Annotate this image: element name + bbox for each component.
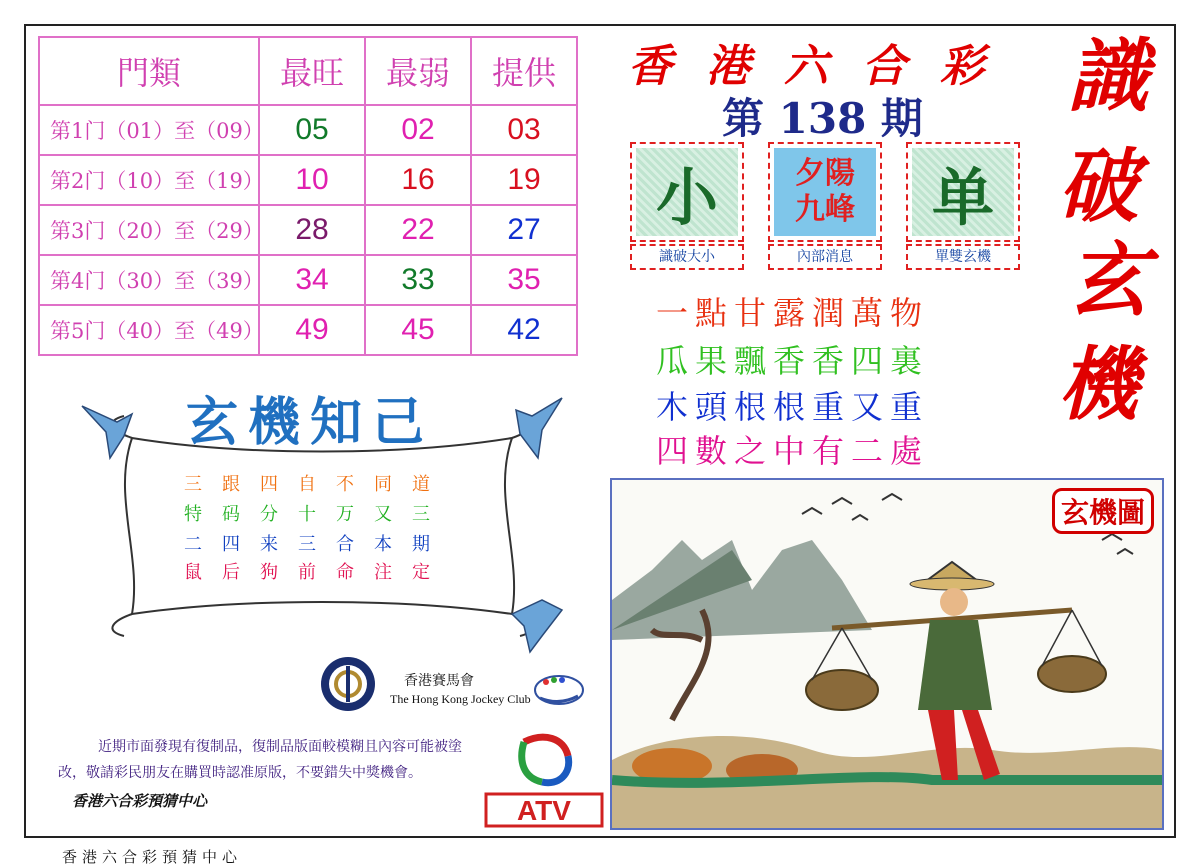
table-row xyxy=(39,105,577,155)
poem-line: 瓜果飄香香四裏 xyxy=(656,342,930,380)
cell-weakest: 22 xyxy=(365,205,471,255)
cell-provided: 42 xyxy=(471,305,577,355)
hint-box-news xyxy=(768,142,882,242)
table-row xyxy=(39,255,577,305)
row-label: 第2门（10）至（19） xyxy=(39,155,259,205)
cell-weakest: 33 xyxy=(365,255,471,305)
row-label: 第5门（40）至（49） xyxy=(39,305,259,355)
hkjc-logo xyxy=(318,654,378,714)
table-header-weakest: 最弱 xyxy=(365,37,471,105)
table-row xyxy=(39,155,577,205)
footer-text: 香港六合彩預猜中心 xyxy=(62,848,243,866)
cell-hottest: 28 xyxy=(259,205,365,255)
scroll-title: 玄機知己 xyxy=(186,392,435,453)
hint-caption: 識破大小 xyxy=(630,244,744,270)
table-header-provided: 提供 xyxy=(471,37,577,105)
notice-text: 近期市面發現有復制品，復制品版面較模糊且內容可能被塗改，敬請彩民朋友在購買時認准原版，不要錯失中獎機會。 xyxy=(58,739,462,781)
scene-illustration xyxy=(610,478,1164,830)
scroll-line: 鼠后狗前命注定 xyxy=(184,562,450,583)
mark-six-logo xyxy=(532,672,586,708)
hint-box-parity xyxy=(906,142,1020,242)
hint-box-content: 夕陽 九峰 xyxy=(774,148,876,236)
poem-line: 木頭根根重又重 xyxy=(656,388,930,426)
cell-weakest: 45 xyxy=(365,305,471,355)
bird-icon xyxy=(512,600,562,652)
bird-icon xyxy=(516,398,562,458)
hkjc-name-en: The Hong Kong Jockey Club xyxy=(390,692,531,706)
row-label: 第1门（01）至（09） xyxy=(39,105,259,155)
table-row xyxy=(39,205,577,255)
scroll-line: 二四来三合本期 xyxy=(184,534,450,555)
atv-text: ATV xyxy=(517,795,571,826)
hint-box-size xyxy=(630,142,744,242)
cell-hottest: 49 xyxy=(259,305,365,355)
table-header-row xyxy=(39,37,577,105)
side-title-char: 破 xyxy=(1058,139,1138,233)
atv-logo xyxy=(484,728,604,828)
page-title: 香港六合彩 xyxy=(628,41,1018,92)
cell-weakest: 02 xyxy=(365,105,471,155)
cell-hottest: 05 xyxy=(259,105,365,155)
bird-icon xyxy=(82,406,132,458)
door-number-table xyxy=(38,36,578,356)
cell-hottest: 34 xyxy=(259,255,365,305)
scroll-line: 特码分十万又三 xyxy=(184,504,450,525)
row-label: 第3门（20）至（29） xyxy=(39,205,259,255)
cell-provided: 35 xyxy=(471,255,577,305)
hkjc-name-cn: 香港賽馬會 xyxy=(404,673,474,689)
side-title-char: 機 xyxy=(1058,337,1138,431)
poem-line: 一點甘露潤萬物 xyxy=(656,294,930,332)
cell-provided: 03 xyxy=(471,105,577,155)
cell-hottest: 10 xyxy=(259,155,365,205)
row-label: 第4门（30）至（39） xyxy=(39,255,259,305)
scene-stamp: 玄機圖 xyxy=(1052,488,1154,534)
hint-box-content: 单 xyxy=(912,148,1014,236)
cell-provided: 27 xyxy=(471,205,577,255)
cell-weakest: 16 xyxy=(365,155,471,205)
scroll-line: 三跟四自不同道 xyxy=(184,474,450,495)
side-title-char: 玄 xyxy=(1068,233,1148,327)
table-header-category: 門類 xyxy=(39,37,259,105)
issue-number: 第 138 期 xyxy=(722,94,923,143)
table-row xyxy=(39,305,577,355)
hint-caption: 內部消息 xyxy=(768,244,882,270)
side-title-char: 識 xyxy=(1068,29,1148,123)
table-header-hottest: 最旺 xyxy=(259,37,365,105)
hint-caption: 單雙玄機 xyxy=(906,244,1020,270)
poem-line: 四數之中有二處 xyxy=(656,432,930,470)
cell-provided: 19 xyxy=(471,155,577,205)
hint-box-content: 小 xyxy=(636,148,738,236)
signature: 香港六合彩預猜中心 xyxy=(72,792,208,810)
